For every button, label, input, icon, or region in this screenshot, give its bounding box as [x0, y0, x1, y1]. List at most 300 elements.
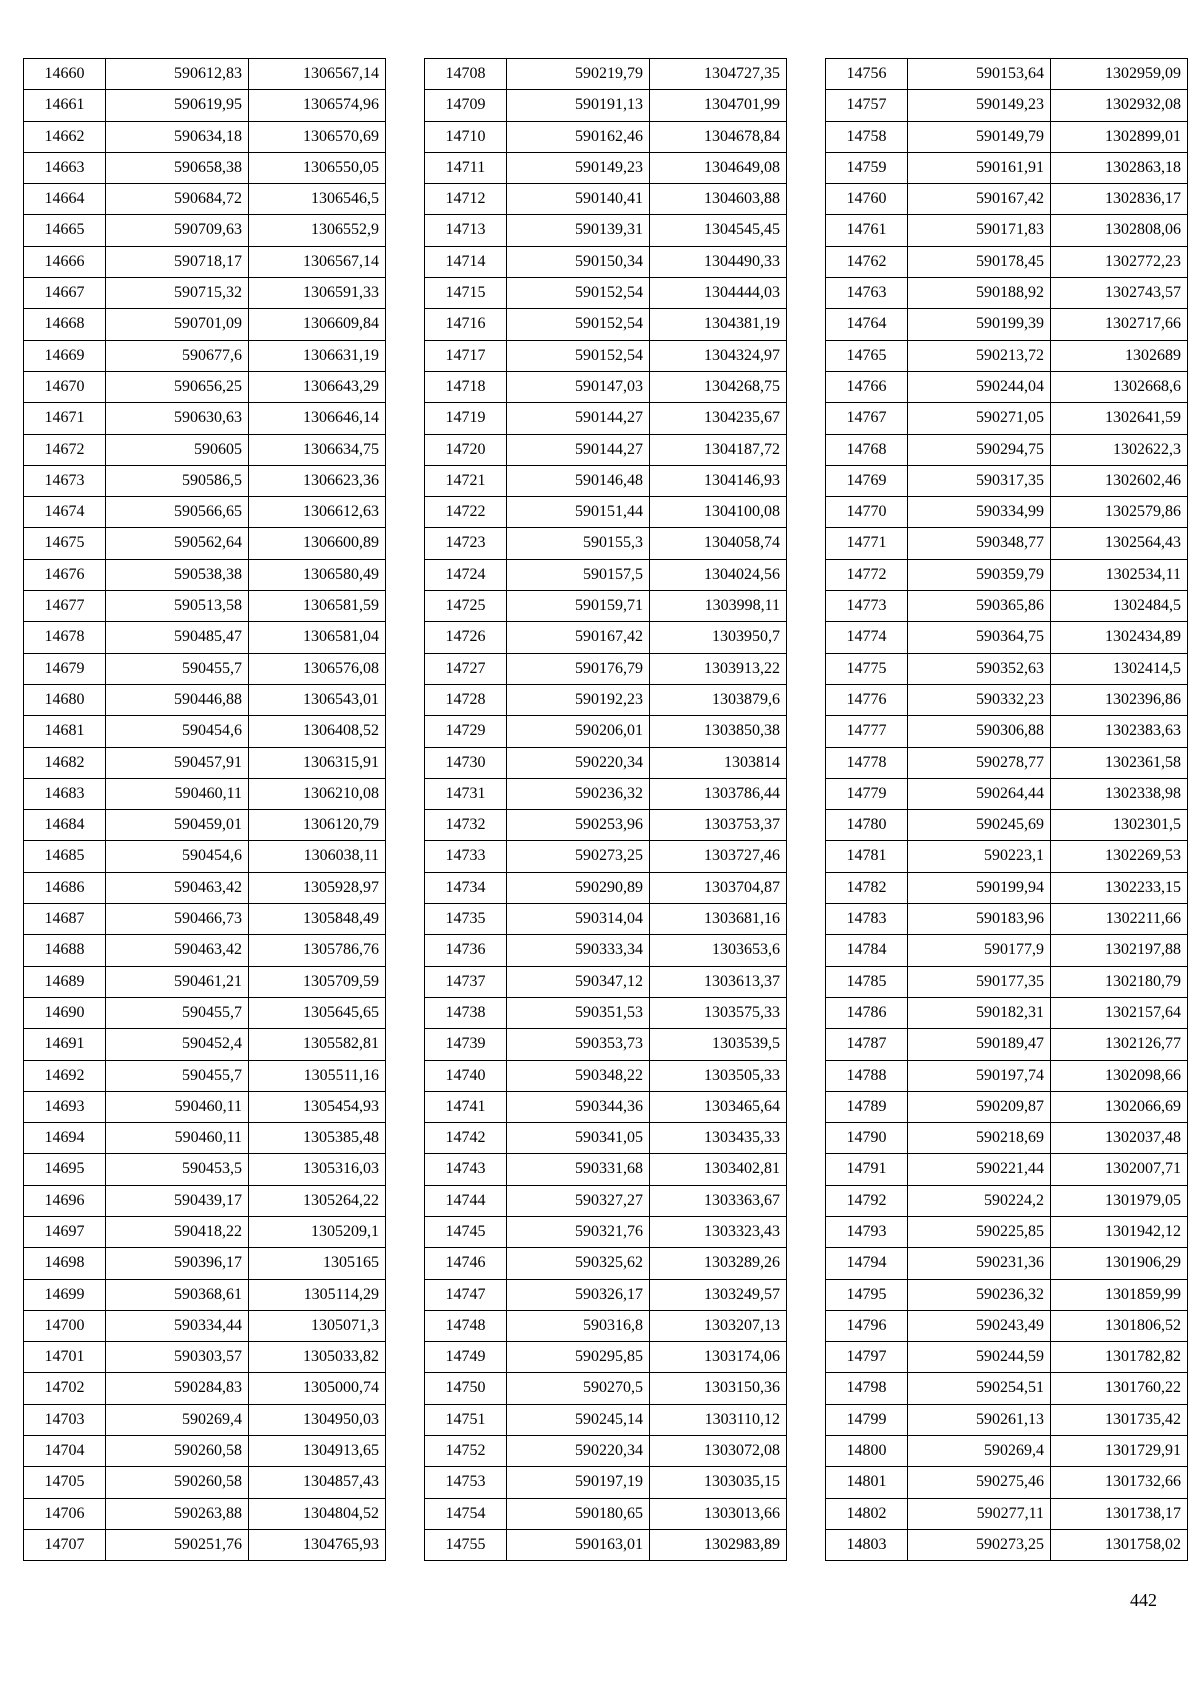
- point-number-cell: 14793: [826, 1216, 908, 1247]
- point-number-cell: 14751: [425, 1404, 507, 1435]
- y-coordinate-cell: 1303613,37: [650, 966, 787, 997]
- point-number-cell: 14780: [826, 810, 908, 841]
- y-coordinate-cell: 1302338,98: [1051, 778, 1188, 809]
- y-coordinate-cell: 1304444,03: [650, 278, 787, 309]
- y-coordinate-cell: 1303207,13: [650, 1310, 787, 1341]
- y-coordinate-cell: 1302361,58: [1051, 747, 1188, 778]
- x-coordinate-cell: 590612,83: [106, 59, 249, 90]
- y-coordinate-cell: 1301906,29: [1051, 1248, 1188, 1279]
- table-row: [826, 1373, 1188, 1404]
- table-row: [24, 1216, 386, 1247]
- point-number-cell: 14742: [425, 1123, 507, 1154]
- y-coordinate-cell: 1304857,43: [249, 1467, 386, 1498]
- table-row: [425, 1373, 787, 1404]
- point-number-cell: 14766: [826, 371, 908, 402]
- x-coordinate-cell: 590327,27: [507, 1185, 650, 1216]
- point-number-cell: 14687: [24, 904, 106, 935]
- x-coordinate-cell: 590220,34: [507, 747, 650, 778]
- x-coordinate-cell: 590321,76: [507, 1216, 650, 1247]
- x-coordinate-cell: 590353,73: [507, 1029, 650, 1060]
- y-coordinate-cell: 1302414,5: [1051, 653, 1188, 684]
- y-coordinate-cell: 1303249,57: [650, 1279, 787, 1310]
- point-number-cell: 14770: [826, 497, 908, 528]
- y-coordinate-cell: 1306580,49: [249, 559, 386, 590]
- x-coordinate-cell: 590153,64: [908, 59, 1051, 90]
- y-coordinate-cell: 1302622,3: [1051, 434, 1188, 465]
- y-coordinate-cell: 1302007,71: [1051, 1154, 1188, 1185]
- x-coordinate-cell: 590331,68: [507, 1154, 650, 1185]
- y-coordinate-cell: 1301735,42: [1051, 1404, 1188, 1435]
- x-coordinate-cell: 590455,7: [106, 653, 249, 684]
- point-number-cell: 14754: [425, 1498, 507, 1529]
- point-number-cell: 14760: [826, 184, 908, 215]
- table-row: [24, 1248, 386, 1279]
- point-number-cell: 14728: [425, 684, 507, 715]
- table-row: [24, 622, 386, 653]
- x-coordinate-cell: 590326,17: [507, 1279, 650, 1310]
- x-coordinate-cell: 590260,58: [106, 1436, 249, 1467]
- x-coordinate-cell: 590178,45: [908, 246, 1051, 277]
- table-row: [826, 59, 1188, 90]
- table-row: [425, 904, 787, 935]
- y-coordinate-cell: 1302211,66: [1051, 904, 1188, 935]
- table-row: [24, 1467, 386, 1498]
- point-number-cell: 14719: [425, 403, 507, 434]
- table-row: [826, 1091, 1188, 1122]
- y-coordinate-cell: 1303323,43: [650, 1216, 787, 1247]
- x-coordinate-cell: 590656,25: [106, 371, 249, 402]
- y-coordinate-cell: 1306570,69: [249, 121, 386, 152]
- point-number-cell: 14700: [24, 1310, 106, 1341]
- table-row: [425, 841, 787, 872]
- y-coordinate-cell: 1305786,76: [249, 935, 386, 966]
- point-number-cell: 14707: [24, 1529, 106, 1560]
- y-coordinate-cell: 1303879,6: [650, 684, 787, 715]
- y-coordinate-cell: 1306631,19: [249, 340, 386, 371]
- point-number-cell: 14748: [425, 1310, 507, 1341]
- table-row: [425, 778, 787, 809]
- x-coordinate-cell: 590460,11: [106, 1123, 249, 1154]
- point-number-cell: 14744: [425, 1185, 507, 1216]
- point-number-cell: 14789: [826, 1091, 908, 1122]
- table-row: [425, 215, 787, 246]
- table-row: [826, 684, 1188, 715]
- point-number-cell: 14796: [826, 1310, 908, 1341]
- y-coordinate-cell: 1303681,16: [650, 904, 787, 935]
- point-number-cell: 14695: [24, 1154, 106, 1185]
- y-coordinate-cell: 1305709,59: [249, 966, 386, 997]
- table-row: [24, 778, 386, 809]
- y-coordinate-cell: 1305645,65: [249, 997, 386, 1028]
- y-coordinate-cell: 1302534,11: [1051, 559, 1188, 590]
- point-number-cell: 14755: [425, 1529, 507, 1560]
- y-coordinate-cell: 1303289,26: [650, 1248, 787, 1279]
- x-coordinate-cell: 590251,76: [106, 1529, 249, 1560]
- point-number-cell: 14739: [425, 1029, 507, 1060]
- y-coordinate-cell: 1306315,91: [249, 747, 386, 778]
- point-number-cell: 14787: [826, 1029, 908, 1060]
- x-coordinate-cell: 590218,69: [908, 1123, 1051, 1154]
- y-coordinate-cell: 1305582,81: [249, 1029, 386, 1060]
- table-row: [24, 246, 386, 277]
- x-coordinate-cell: 590140,41: [507, 184, 650, 215]
- y-coordinate-cell: 1302564,43: [1051, 528, 1188, 559]
- y-coordinate-cell: 1306543,01: [249, 684, 386, 715]
- y-coordinate-cell: 1306552,9: [249, 215, 386, 246]
- point-number-cell: 14670: [24, 371, 106, 402]
- point-number-cell: 14706: [24, 1498, 106, 1529]
- y-coordinate-cell: 1304545,45: [650, 215, 787, 246]
- x-coordinate-cell: 590206,01: [507, 716, 650, 747]
- y-coordinate-cell: 1302717,66: [1051, 309, 1188, 340]
- y-coordinate-cell: 1303913,22: [650, 653, 787, 684]
- point-number-cell: 14722: [425, 497, 507, 528]
- x-coordinate-cell: 590151,44: [507, 497, 650, 528]
- y-coordinate-cell: 1304490,33: [650, 246, 787, 277]
- x-coordinate-cell: 590317,35: [908, 465, 1051, 496]
- table-row: [826, 1029, 1188, 1060]
- point-number-cell: 14753: [425, 1467, 507, 1498]
- table-row: [826, 215, 1188, 246]
- point-number-cell: 14674: [24, 497, 106, 528]
- x-coordinate-cell: 590446,88: [106, 684, 249, 715]
- y-coordinate-cell: 1306591,33: [249, 278, 386, 309]
- x-coordinate-cell: 590157,5: [507, 559, 650, 590]
- y-coordinate-cell: 1306210,08: [249, 778, 386, 809]
- point-number-cell: 14664: [24, 184, 106, 215]
- y-coordinate-cell: 1305454,93: [249, 1091, 386, 1122]
- y-coordinate-cell: 1303435,33: [650, 1123, 787, 1154]
- table-row: [826, 152, 1188, 183]
- x-coordinate-cell: 590275,46: [908, 1467, 1051, 1498]
- point-number-cell: 14752: [425, 1436, 507, 1467]
- x-coordinate-cell: 590199,39: [908, 309, 1051, 340]
- x-coordinate-cell: 590332,23: [908, 684, 1051, 715]
- table-row: [826, 653, 1188, 684]
- point-number-cell: 14701: [24, 1342, 106, 1373]
- x-coordinate-cell: 590341,05: [507, 1123, 650, 1154]
- y-coordinate-cell: 1301729,91: [1051, 1436, 1188, 1467]
- y-coordinate-cell: 1303850,38: [650, 716, 787, 747]
- point-number-cell: 14758: [826, 121, 908, 152]
- point-number-cell: 14773: [826, 591, 908, 622]
- y-coordinate-cell: 1302180,79: [1051, 966, 1188, 997]
- point-number-cell: 14743: [425, 1154, 507, 1185]
- x-coordinate-cell: 590152,54: [507, 278, 650, 309]
- x-coordinate-cell: 590396,17: [106, 1248, 249, 1279]
- table-row: [425, 1060, 787, 1091]
- table-row: [826, 1279, 1188, 1310]
- table-row: [826, 747, 1188, 778]
- y-coordinate-cell: 1303465,64: [650, 1091, 787, 1122]
- x-coordinate-cell: 590161,91: [908, 152, 1051, 183]
- x-coordinate-cell: 590177,35: [908, 966, 1051, 997]
- y-coordinate-cell: 1306612,63: [249, 497, 386, 528]
- y-coordinate-cell: 1303505,33: [650, 1060, 787, 1091]
- table-row: [24, 935, 386, 966]
- point-number-cell: 14685: [24, 841, 106, 872]
- y-coordinate-cell: 1304804,52: [249, 1498, 386, 1529]
- table-row: [24, 997, 386, 1028]
- table-row: [425, 528, 787, 559]
- y-coordinate-cell: 1304187,72: [650, 434, 787, 465]
- table-row: [24, 1185, 386, 1216]
- table-row: [24, 184, 386, 215]
- x-coordinate-cell: 590347,12: [507, 966, 650, 997]
- x-coordinate-cell: 590171,83: [908, 215, 1051, 246]
- table-row: [24, 309, 386, 340]
- x-coordinate-cell: 590463,42: [106, 872, 249, 903]
- y-coordinate-cell: 1301979,05: [1051, 1185, 1188, 1216]
- table-row: [24, 90, 386, 121]
- table-row: [425, 559, 787, 590]
- x-coordinate-cell: 590294,75: [908, 434, 1051, 465]
- point-number-cell: 14716: [425, 309, 507, 340]
- x-coordinate-cell: 590459,01: [106, 810, 249, 841]
- x-coordinate-cell: 590264,44: [908, 778, 1051, 809]
- point-number-cell: 14679: [24, 653, 106, 684]
- point-number-cell: 14680: [24, 684, 106, 715]
- x-coordinate-cell: 590303,57: [106, 1342, 249, 1373]
- x-coordinate-cell: 590183,96: [908, 904, 1051, 935]
- y-coordinate-cell: 1305264,22: [249, 1185, 386, 1216]
- table-row: [826, 1467, 1188, 1498]
- point-number-cell: 14775: [826, 653, 908, 684]
- point-number-cell: 14747: [425, 1279, 507, 1310]
- x-coordinate-cell: 590244,59: [908, 1342, 1051, 1373]
- point-number-cell: 14714: [425, 246, 507, 277]
- table-row: [826, 1154, 1188, 1185]
- point-number-cell: 14673: [24, 465, 106, 496]
- x-coordinate-cell: 590269,4: [106, 1404, 249, 1435]
- table-row: [425, 465, 787, 496]
- point-number-cell: 14757: [826, 90, 908, 121]
- point-number-cell: 14704: [24, 1436, 106, 1467]
- point-number-cell: 14672: [24, 434, 106, 465]
- point-number-cell: 14669: [24, 340, 106, 371]
- point-number-cell: 14710: [425, 121, 507, 152]
- point-number-cell: 14801: [826, 1467, 908, 1498]
- x-coordinate-cell: 590144,27: [507, 434, 650, 465]
- table-row: [425, 278, 787, 309]
- y-coordinate-cell: 1303753,37: [650, 810, 787, 841]
- table-row: [826, 1498, 1188, 1529]
- table-row: [425, 966, 787, 997]
- table-row: [24, 1279, 386, 1310]
- table-row: [425, 716, 787, 747]
- point-number-cell: 14759: [826, 152, 908, 183]
- point-number-cell: 14729: [425, 716, 507, 747]
- table-row: [24, 121, 386, 152]
- point-number-cell: 14786: [826, 997, 908, 1028]
- y-coordinate-cell: 1306643,29: [249, 371, 386, 402]
- table-row: [826, 591, 1188, 622]
- x-coordinate-cell: 590254,51: [908, 1373, 1051, 1404]
- point-number-cell: 14756: [826, 59, 908, 90]
- table-row: [24, 403, 386, 434]
- x-coordinate-cell: 590513,58: [106, 591, 249, 622]
- table-row: [425, 1436, 787, 1467]
- y-coordinate-cell: 1305511,16: [249, 1060, 386, 1091]
- y-coordinate-cell: 1304603,88: [650, 184, 787, 215]
- y-coordinate-cell: 1302269,53: [1051, 841, 1188, 872]
- table-row: [425, 90, 787, 121]
- y-coordinate-cell: 1302836,17: [1051, 184, 1188, 215]
- y-coordinate-cell: 1304765,93: [249, 1529, 386, 1560]
- x-coordinate-cell: 590197,74: [908, 1060, 1051, 1091]
- y-coordinate-cell: 1302197,88: [1051, 935, 1188, 966]
- table-row: [826, 904, 1188, 935]
- x-coordinate-cell: 590351,53: [507, 997, 650, 1028]
- y-coordinate-cell: 1302899,01: [1051, 121, 1188, 152]
- y-coordinate-cell: 1302396,86: [1051, 684, 1188, 715]
- y-coordinate-cell: 1306576,08: [249, 653, 386, 684]
- x-coordinate-cell: 590244,04: [908, 371, 1051, 402]
- table-row: [826, 935, 1188, 966]
- table-row: [826, 872, 1188, 903]
- point-number-cell: 14694: [24, 1123, 106, 1154]
- y-coordinate-cell: 1302037,48: [1051, 1123, 1188, 1154]
- y-coordinate-cell: 1301859,99: [1051, 1279, 1188, 1310]
- table-row: [425, 403, 787, 434]
- y-coordinate-cell: 1306120,79: [249, 810, 386, 841]
- x-coordinate-cell: 590260,58: [106, 1467, 249, 1498]
- y-coordinate-cell: 1305000,74: [249, 1373, 386, 1404]
- y-coordinate-cell: 1302602,46: [1051, 465, 1188, 496]
- table-row: [24, 1091, 386, 1122]
- y-coordinate-cell: 1302959,09: [1051, 59, 1188, 90]
- x-coordinate-cell: 590213,72: [908, 340, 1051, 371]
- y-coordinate-cell: 1303575,33: [650, 997, 787, 1028]
- point-number-cell: 14691: [24, 1029, 106, 1060]
- table-row: [425, 1123, 787, 1154]
- table-row: [425, 747, 787, 778]
- point-number-cell: 14763: [826, 278, 908, 309]
- x-coordinate-cell: 590273,25: [507, 841, 650, 872]
- x-coordinate-cell: 590261,13: [908, 1404, 1051, 1435]
- point-number-cell: 14678: [24, 622, 106, 653]
- x-coordinate-cell: 590149,23: [507, 152, 650, 183]
- x-coordinate-cell: 590365,86: [908, 591, 1051, 622]
- point-number-cell: 14689: [24, 966, 106, 997]
- table-row: [24, 1060, 386, 1091]
- x-coordinate-cell: 590236,32: [507, 778, 650, 809]
- point-number-cell: 14737: [425, 966, 507, 997]
- y-coordinate-cell: 1303363,67: [650, 1185, 787, 1216]
- table-row: [425, 1154, 787, 1185]
- x-coordinate-cell: 590167,42: [507, 622, 650, 653]
- point-number-cell: 14683: [24, 778, 106, 809]
- table-row: [826, 841, 1188, 872]
- table-row: [826, 497, 1188, 528]
- y-coordinate-cell: 1303727,46: [650, 841, 787, 872]
- y-coordinate-cell: 1301782,82: [1051, 1342, 1188, 1373]
- point-number-cell: 14798: [826, 1373, 908, 1404]
- y-coordinate-cell: 1306634,75: [249, 434, 386, 465]
- point-number-cell: 14803: [826, 1529, 908, 1560]
- x-coordinate-cell: 590630,63: [106, 403, 249, 434]
- x-coordinate-cell: 590219,79: [507, 59, 650, 90]
- point-number-cell: 14697: [24, 1216, 106, 1247]
- point-number-cell: 14741: [425, 1091, 507, 1122]
- table-row: [24, 653, 386, 684]
- x-coordinate-cell: 590562,64: [106, 528, 249, 559]
- x-coordinate-cell: 590155,3: [507, 528, 650, 559]
- x-coordinate-cell: 590270,5: [507, 1373, 650, 1404]
- y-coordinate-cell: 1303814: [650, 747, 787, 778]
- table-row: [425, 246, 787, 277]
- table-row: [425, 121, 787, 152]
- x-coordinate-cell: 590460,11: [106, 778, 249, 809]
- table-row: [24, 841, 386, 872]
- point-number-cell: 14769: [826, 465, 908, 496]
- point-number-cell: 14718: [425, 371, 507, 402]
- table-row: [425, 622, 787, 653]
- table-row: [24, 528, 386, 559]
- x-coordinate-cell: 590352,63: [908, 653, 1051, 684]
- x-coordinate-cell: 590295,85: [507, 1342, 650, 1373]
- table-row: [425, 1310, 787, 1341]
- point-number-cell: 14699: [24, 1279, 106, 1310]
- point-number-cell: 14740: [425, 1060, 507, 1091]
- y-coordinate-cell: 1301760,22: [1051, 1373, 1188, 1404]
- point-number-cell: 14708: [425, 59, 507, 90]
- table-row: [826, 1185, 1188, 1216]
- y-coordinate-cell: 1302808,06: [1051, 215, 1188, 246]
- point-number-cell: 14788: [826, 1060, 908, 1091]
- y-coordinate-cell: 1303035,15: [650, 1467, 787, 1498]
- point-number-cell: 14663: [24, 152, 106, 183]
- x-coordinate-cell: 590466,73: [106, 904, 249, 935]
- point-number-cell: 14713: [425, 215, 507, 246]
- point-number-cell: 14795: [826, 1279, 908, 1310]
- y-coordinate-cell: 1305316,03: [249, 1154, 386, 1185]
- table-row: [425, 152, 787, 183]
- y-coordinate-cell: 1303174,06: [650, 1342, 787, 1373]
- table-row: [24, 747, 386, 778]
- x-coordinate-cell: 590677,6: [106, 340, 249, 371]
- table-row: [425, 371, 787, 402]
- y-coordinate-cell: 1303786,44: [650, 778, 787, 809]
- x-coordinate-cell: 590220,34: [507, 1436, 650, 1467]
- x-coordinate-cell: 590150,34: [507, 246, 650, 277]
- x-coordinate-cell: 590316,8: [507, 1310, 650, 1341]
- table-row: [826, 434, 1188, 465]
- y-coordinate-cell: 1306546,5: [249, 184, 386, 215]
- y-coordinate-cell: 1304235,67: [650, 403, 787, 434]
- x-coordinate-cell: 590334,44: [106, 1310, 249, 1341]
- point-number-cell: 14709: [425, 90, 507, 121]
- y-coordinate-cell: 1303013,66: [650, 1498, 787, 1529]
- y-coordinate-cell: 1302743,57: [1051, 278, 1188, 309]
- table-row: [425, 810, 787, 841]
- table-row: [24, 371, 386, 402]
- y-coordinate-cell: 1304268,75: [650, 371, 787, 402]
- table-row: [826, 465, 1188, 496]
- x-coordinate-cell: 590152,54: [507, 309, 650, 340]
- point-number-cell: 14738: [425, 997, 507, 1028]
- y-coordinate-cell: 1305209,1: [249, 1216, 386, 1247]
- table-row: [826, 1404, 1188, 1435]
- x-coordinate-cell: 590538,38: [106, 559, 249, 590]
- table-row: [24, 1373, 386, 1404]
- point-number-cell: 14790: [826, 1123, 908, 1154]
- y-coordinate-cell: 1304649,08: [650, 152, 787, 183]
- table-row: [24, 810, 386, 841]
- y-coordinate-cell: 1302932,08: [1051, 90, 1188, 121]
- x-coordinate-cell: 590231,36: [908, 1248, 1051, 1279]
- point-number-cell: 14717: [425, 340, 507, 371]
